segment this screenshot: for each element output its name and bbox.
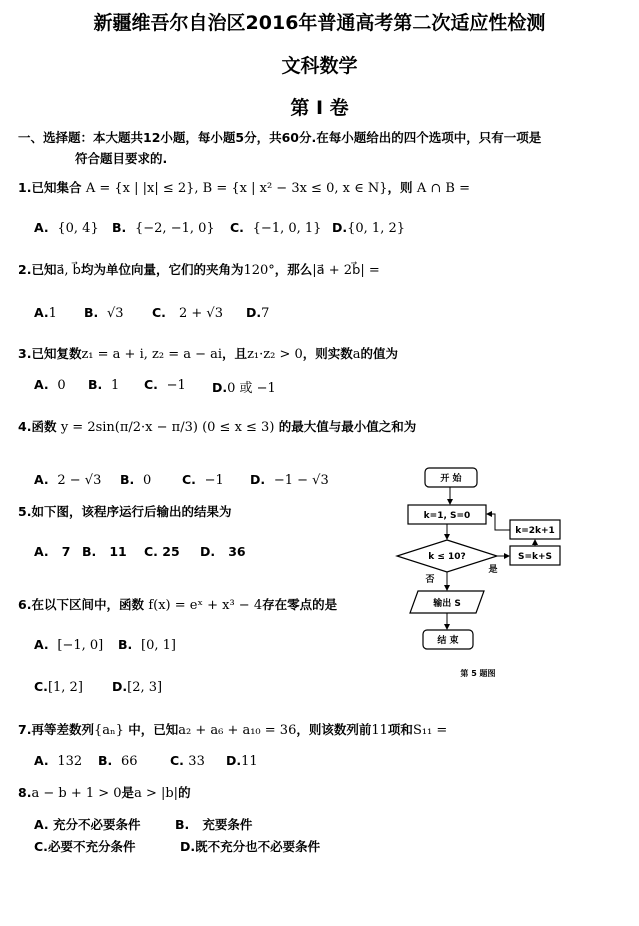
- question-8-option-b: B. 充要条件: [175, 817, 253, 832]
- question-1-option-a: A. {0, 4}: [34, 220, 99, 236]
- question-5-stem: 5.如下图，该程序运行后输出的结果为: [18, 504, 232, 519]
- question-1-option-c: C. {−1, 0, 1}: [230, 220, 322, 236]
- question-5-option-a: A. 7: [34, 544, 71, 559]
- question-4-option-d: D. −1 − √3: [250, 472, 329, 488]
- flow-update-s-text: S=k+S: [517, 552, 553, 562]
- question-6-stem: 6.在以下区间中，函数 f(x) = eˣ + x³ − 4存在零点的是: [18, 597, 338, 613]
- question-5-option-c: C. 25: [144, 544, 180, 559]
- section-heading-cont: 符合题目要求的.: [75, 151, 168, 166]
- question-3-option-c: C. −1: [144, 377, 186, 393]
- question-6-option-b: B. [0, 1]: [118, 637, 176, 653]
- question-7-option-c: C. 33: [170, 753, 205, 769]
- question-1-option-d: D.{0, 1, 2}: [332, 220, 406, 236]
- question-2-option-d: D.7: [246, 305, 270, 321]
- flow-no-label: 否: [425, 575, 435, 585]
- section-heading: 一、选择题：本大题共12小题，每小题5分，共60分.在每小题给出的四个选项中，只有一项是: [18, 130, 542, 145]
- exam-title: 新疆维吾尔自治区2016年普通高考第二次适应性检测: [93, 12, 546, 34]
- question-2-stem: 2.已知a⃗, b⃗均为单位向量，它们的夹角为120°，那么|a⃗ + 2b⃗| =: [18, 262, 380, 278]
- flow-caption: 第 5 题图: [460, 669, 496, 678]
- question-8-option-d: D.既不充分也不必要条件: [180, 839, 321, 854]
- flow-end-text: 结 束: [437, 636, 459, 646]
- flow-start-text: 开 始: [440, 474, 462, 484]
- question-8-stem: 8.a − b + 1 > 0是a > |b|的: [18, 785, 191, 801]
- question-2-option-c: C. 2 + √3: [152, 305, 223, 321]
- flow-update-k-text: k=2k+1: [515, 526, 555, 536]
- flow-yes-label: 是: [488, 565, 498, 575]
- question-5-option-b: B. 11: [82, 544, 127, 559]
- subject-title: 文科数学: [281, 55, 358, 77]
- question-1-stem: 1.已知集合 A = {x | |x| ≤ 2}, B = {x | x² − 3x ≤ 0, x ∈ N}，则 A ∩ B =: [18, 180, 470, 196]
- question-4-option-c: C. −1: [182, 472, 224, 488]
- question-6-option-d: D.[2, 3]: [112, 679, 163, 695]
- flow-condition-text: k ≤ 10?: [428, 552, 466, 562]
- question-8-option-c: C.必要不充分条件: [34, 839, 136, 854]
- question-5-option-d: D. 36: [200, 544, 246, 559]
- question-6-option-c: C.[1, 2]: [34, 679, 83, 695]
- question-3-option-b: B. 1: [88, 377, 120, 393]
- question-7-stem: 7.再等差数列{aₙ} 中，已知a₂ + a₆ + a₁₀ = 36，则该数列前11项和S₁₁ =: [18, 722, 448, 738]
- question-6-option-a: A. [−1, 0]: [34, 637, 104, 653]
- question-2-option-a: A.1: [34, 305, 57, 321]
- question-3-option-a: A. 0: [34, 377, 66, 393]
- flowchart-figure: [390, 458, 620, 688]
- question-3-option-d: D.0 或 −1: [212, 380, 276, 396]
- question-2-option-b: B. √3: [84, 305, 124, 321]
- volume-title: 第 I 卷: [290, 97, 349, 119]
- question-3-stem: 3.已知复数z₁ = a + i, z₂ = a − ai，且z₁·z₂ > 0，则实数a的值为: [18, 346, 399, 362]
- flow-output-text: 输出 S: [433, 599, 461, 609]
- flow-init-text: k=1, S=0: [423, 511, 471, 521]
- question-4-stem: 4.函数 y = 2sin(π/2·x − π/3) (0 ≤ x ≤ 3) 的最大值与最小值之和为: [18, 419, 417, 435]
- question-8-option-a: A. 充分不必要条件: [34, 817, 141, 832]
- question-4-option-a: A. 2 − √3: [34, 472, 102, 488]
- question-7-option-d: D.11: [226, 753, 258, 769]
- question-7-option-b: B. 66: [98, 753, 138, 769]
- question-7-option-a: A. 132: [34, 753, 83, 769]
- question-4-option-b: B. 0: [120, 472, 152, 488]
- question-1-option-b: B. {−2, −1, 0}: [112, 220, 215, 236]
